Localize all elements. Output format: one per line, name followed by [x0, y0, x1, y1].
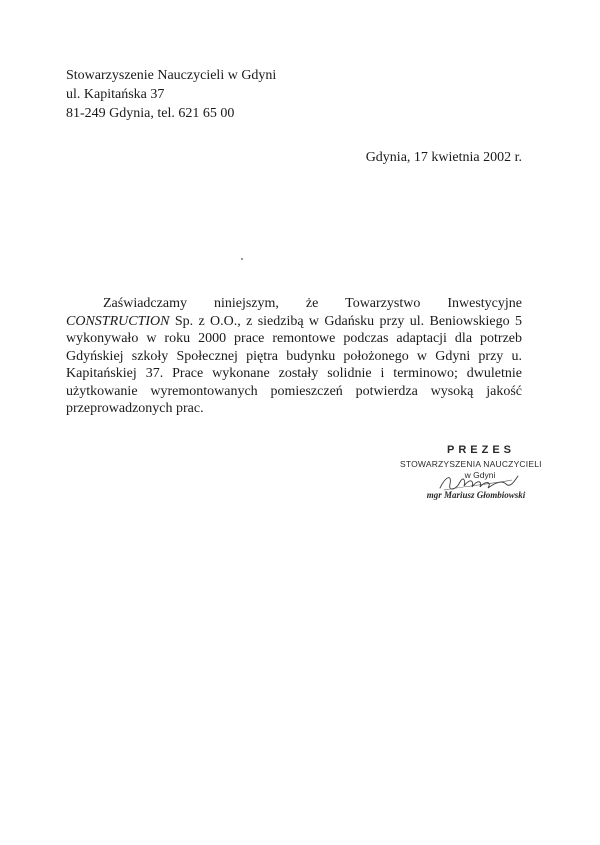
scan-speck: [241, 258, 243, 260]
body-line: wykonywało w roku 2000 prace remontowe podczas adaptacji dla potrzeb: [66, 331, 522, 346]
sender-address: [66, 66, 276, 123]
letter-body: [66, 295, 522, 418]
sender-street: ul. Kapitańska 37: [66, 87, 165, 102]
handwritten-signature: [436, 470, 520, 496]
body-line: przeprowadzonych prac.: [66, 401, 204, 416]
stamp-organization: STOWARZYSZENIA NAUCZYCIELI: [400, 459, 542, 469]
stamp-title: PREZES: [446, 444, 515, 456]
sender-city-phone: 81-249 Gdynia, tel. 621 65 00: [66, 106, 235, 121]
stamp-signatory: mgr Mariusz Głombiowski: [426, 490, 526, 500]
stamp-city: w Gdyni: [464, 470, 496, 480]
body-line: użytkowanie wyremontowanych pomieszczeń potwierdza wysoką jakość: [66, 383, 522, 399]
body-line: Gdyńskiej szkoły Społecznej piętra budynku położonego w Gdyni przy u.: [66, 348, 522, 364]
body-line: [66, 313, 522, 331]
body-line-rest: Sp. z O.O., z siedzibą w Gdańsku przy ul. Beniowskiego 5: [169, 313, 522, 329]
company-name: CONSTRUCTION: [66, 313, 170, 329]
body-line: Kapitańskiej 37. Prace wykonane zostały solidnie i terminowo; dwuletnie: [66, 366, 522, 381]
body-line: Zaświadczamy niniejszym, że Towarzystwo Inwestycyjne: [103, 296, 522, 311]
sender-organization: Stowarzyszenie Nauczycieli w Gdyni: [66, 68, 277, 83]
letter-date: Gdynia, 17 kwietnia 2002 r.: [365, 150, 522, 165]
